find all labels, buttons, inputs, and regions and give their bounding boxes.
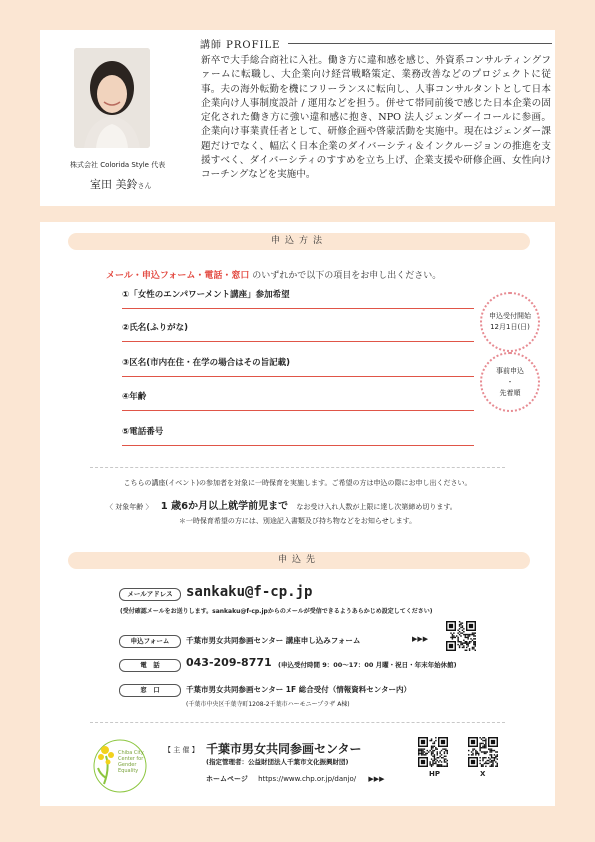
application-panel <box>40 222 555 806</box>
speaker-bio: 新卒で大手総合商社に入社。働き方に違和感を感じ、外資系コンサルティングファームに転職し、大企業向け経営戦略策定、業務改善などのプロジェクトに従事。夫の海外転勤を機にフリーランスに転向し、人事コンサルタントとして日本企業向け人事制度設計 / 運用などを担う。併せて帯同前後で感じた日本企業の固定化された働き方に強い違和感に抱き、NPO 法人ジェンダーイコールに参画。企業向け事業責任者として、研修企画や啓蒙活動を実施中。現在はジェンダー課題だけでなく、幅広く日本企業のダイバーシティ＆インクルージョンの推進を支援すべく、ダイバーシティのすすめを立ち上げ、企業支援や研修企画、女性向けコーチングなどを実施中。 <box>201 55 551 181</box>
email-label: メールアドレス <box>119 588 181 601</box>
form-qr-code[interactable] <box>446 621 476 651</box>
contact-heading: 申込先 <box>68 552 530 569</box>
logo-line-1: Chiba City <box>118 750 144 756</box>
divider <box>90 467 505 468</box>
badge-start-label: 申込受付開始 <box>489 312 531 320</box>
phone-note: (申込受付時間 9：00～17：00 月曜・祝日・年末年始休館) <box>278 661 457 669</box>
host-label: 【 主 催 】 <box>164 746 199 754</box>
badge-first-come: 先着順 <box>499 388 521 397</box>
homepage-row <box>206 774 385 784</box>
age-value: 1 歳6か月以上就学前児まで <box>160 501 289 512</box>
hp-qr-code[interactable] <box>418 737 448 767</box>
lead-methods: メール・申込フォーム・電話・窓口 <box>106 271 250 281</box>
x-qr-label: X <box>480 770 486 778</box>
childcare-note-2: ＊一時保育希望の方には、別途記入書類及び持ち物などをお知らせします。 <box>178 517 417 525</box>
apply-lead <box>106 268 441 281</box>
footer-divider <box>90 722 505 723</box>
window-location: 千葉市男女共同参画センター 1F 総合受付（情報資料センター内） <box>186 685 411 694</box>
heading-rule <box>288 43 552 44</box>
logo-line-2: Center for <box>118 756 144 762</box>
age-label: 〈 対象年齢 〉 <box>106 503 153 511</box>
form-label: 申込フォーム <box>119 635 181 648</box>
speaker-photo <box>74 48 150 148</box>
required-item-5: ⑤電話番号 <box>122 425 474 446</box>
form-arrows: ▶▶▶ <box>412 635 429 643</box>
phone-label: 電 話 <box>119 659 181 672</box>
speaker-name <box>90 176 152 192</box>
age-note: なお受け入れ人数が上限に達し次第締め切ります。 <box>296 503 457 511</box>
childcare-note: こちらの講座(イベント)の参加者を対象に一時保育を実施します。ご希望の方は申込の際にお申し出ください。 <box>123 479 472 487</box>
profile-panel <box>40 30 555 206</box>
x-qr-code[interactable] <box>468 737 498 767</box>
homepage-url[interactable]: https://www.chp.or.jp/danjo/ <box>258 775 357 783</box>
logo-line-4: Equality <box>118 768 139 774</box>
hp-qr-label: HP <box>429 770 440 778</box>
speaker-name-text: 室田 美鈴 <box>90 178 138 191</box>
start-date-badge <box>480 292 540 352</box>
profile-heading: 講師 PROFILE <box>200 40 281 51</box>
required-item-2: ②氏名(ふりがな) <box>122 321 474 342</box>
required-item-3: ③区名(市内在住・在学の場合はその旨記載) <box>122 356 474 377</box>
age-row <box>106 497 566 512</box>
form-link[interactable]: 千葉市男女共同参画センター 講座申し込みフォーム <box>186 636 361 645</box>
address: (千葉市中央区千葉寺町1208-2千葉市ハーモニープラザ A棟) <box>186 701 350 708</box>
speaker-company: 株式会社 Colorida Style 代表 <box>70 161 166 169</box>
logo-text <box>118 750 144 774</box>
homepage-arrows: ▶▶▶ <box>368 775 385 783</box>
center-logo <box>92 738 148 794</box>
honorific: さん <box>137 182 152 190</box>
manager-note: (指定管理者：公益財団法人千葉市文化振興財団) <box>206 758 349 766</box>
host-name: 千葉市男女共同参画センター <box>206 742 362 756</box>
email-note: (受付確認メールをお送りします。sankaku@f-cp.jpからのメールが受信できるようあらかじめ設定してください) <box>120 608 433 615</box>
email-address[interactable]: sankaku@f-cp.jp <box>186 584 313 600</box>
badge-dot: ・ <box>506 377 514 386</box>
phone-number[interactable]: 043-209-8771 <box>186 656 272 669</box>
apply-method-heading: 申込方法 <box>68 233 530 250</box>
logo-line-3: Gender <box>118 762 137 768</box>
badge-prereg: 事前申込 <box>496 366 524 375</box>
first-come-badge <box>480 352 540 412</box>
badge-start-date: 12月1日(日) <box>490 323 530 331</box>
homepage-label: ホームページ <box>206 775 248 783</box>
window-label: 窓 口 <box>119 684 181 697</box>
required-item-4: ④年齢 <box>122 390 474 411</box>
required-item-1: ①「女性のエンパワーメント講座」参加希望 <box>122 288 474 309</box>
lead-text: のいずれかで以下の項目をお申し出ください。 <box>249 271 442 281</box>
